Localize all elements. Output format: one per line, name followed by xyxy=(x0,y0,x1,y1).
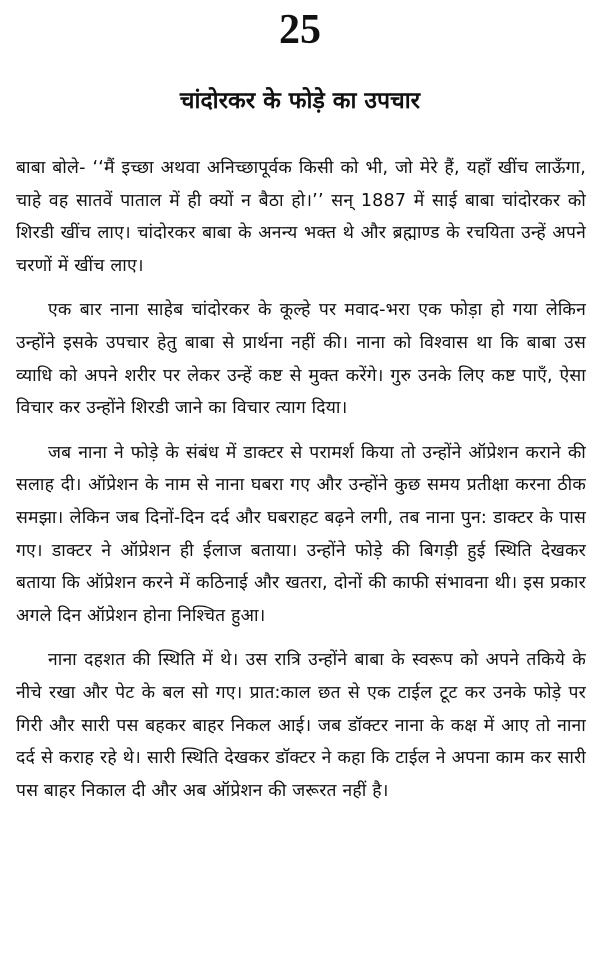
paragraph-1: बाबा बोले- ‘‘मैं इच्छा अथवा अनिच्छापूर्वक किसी को भी, जो मेरे हैं, यहाँ खींच लाऊँगा, चाहे वह सातवें पाताल में ही क्यों न बैठा हो।’’ सन् 1887 में साई बाबा चांदोरकर को शिरडी खींच लाए। चांदोरकर बाबा के अनन्य भक्त थे और ब्रह्माण्ड के रचयिता उन्हें अपने चरणों में खींच लाए। xyxy=(16,158,586,276)
chapter-number: 25 xyxy=(279,7,321,53)
chapter-title: चांदोरकर के फोड़े का उपचार xyxy=(179,88,421,114)
paragraph-2: एक बार नाना साहेब चांदोरकर के कूल्हे पर मवाद-भरा एक फोड़ा हो गया लेकिन उन्होंने इसके उपचार हेतु बाबा से प्रार्थना नहीं की। नाना को विश्वास था कि बाबा उस व्याधि को अपने शरीर पर लेकर उन्हें कष्ट से मुक्त करेंगे। गुरु उनके लिए कष्ट पाएँ, ऐसा विचार कर उन्होंने शिरडी जाने का विचार त्याग दिया। xyxy=(16,300,586,419)
paragraph-4: नाना दहशत की स्थिति में थे। उस रात्रि उन्होंने बाबा के स्वरूप को अपने तकिये के नीचे रखा और पेट के बल सो गए। प्रात:काल छत से एक टाईल टूट कर उनके फोड़े पर गिरी और सारी पस बहकर बाहर निकल आई। जब डॉक्टर नाना के कक्ष में आए तो नाना दर्द से कराह रहे थे। सारी स्थिति देखकर डॉक्टर ने कहा कि टाईल ने अपना काम कर सारी पस बाहर निकाल दी और अब ऑप्रेशन की जरूरत नहीं है। xyxy=(16,650,586,801)
paragraph-3: जब नाना ने फोड़े के संबंध में डाक्टर से परामर्श किया तो उन्होंने ऑप्रेशन कराने की सलाह दी। ऑप्रेशन के नाम से नाना घबरा गए और उन्होंने कुछ समय प्रतीक्षा करना ठीक समझा। लेकिन जब दिनों-दिन दर्द और घबराहट बढ़ने लगी, तब नाना पुन: डाक्टर के पास गए। डाक्टर ने ऑप्रेशन ही ईलाज बताया। उन्होंने फोड़े की बिगड़ी हुई स्थिति देखकर बताया कि ऑप्रेशन करने में कठिनाई और खतरा, दोनों की काफी संभावना थी। इस प्रकार अगले दिन ऑप्रेशन होना निश्चित हुआ। xyxy=(16,442,586,626)
chapter-body xyxy=(16,152,586,807)
